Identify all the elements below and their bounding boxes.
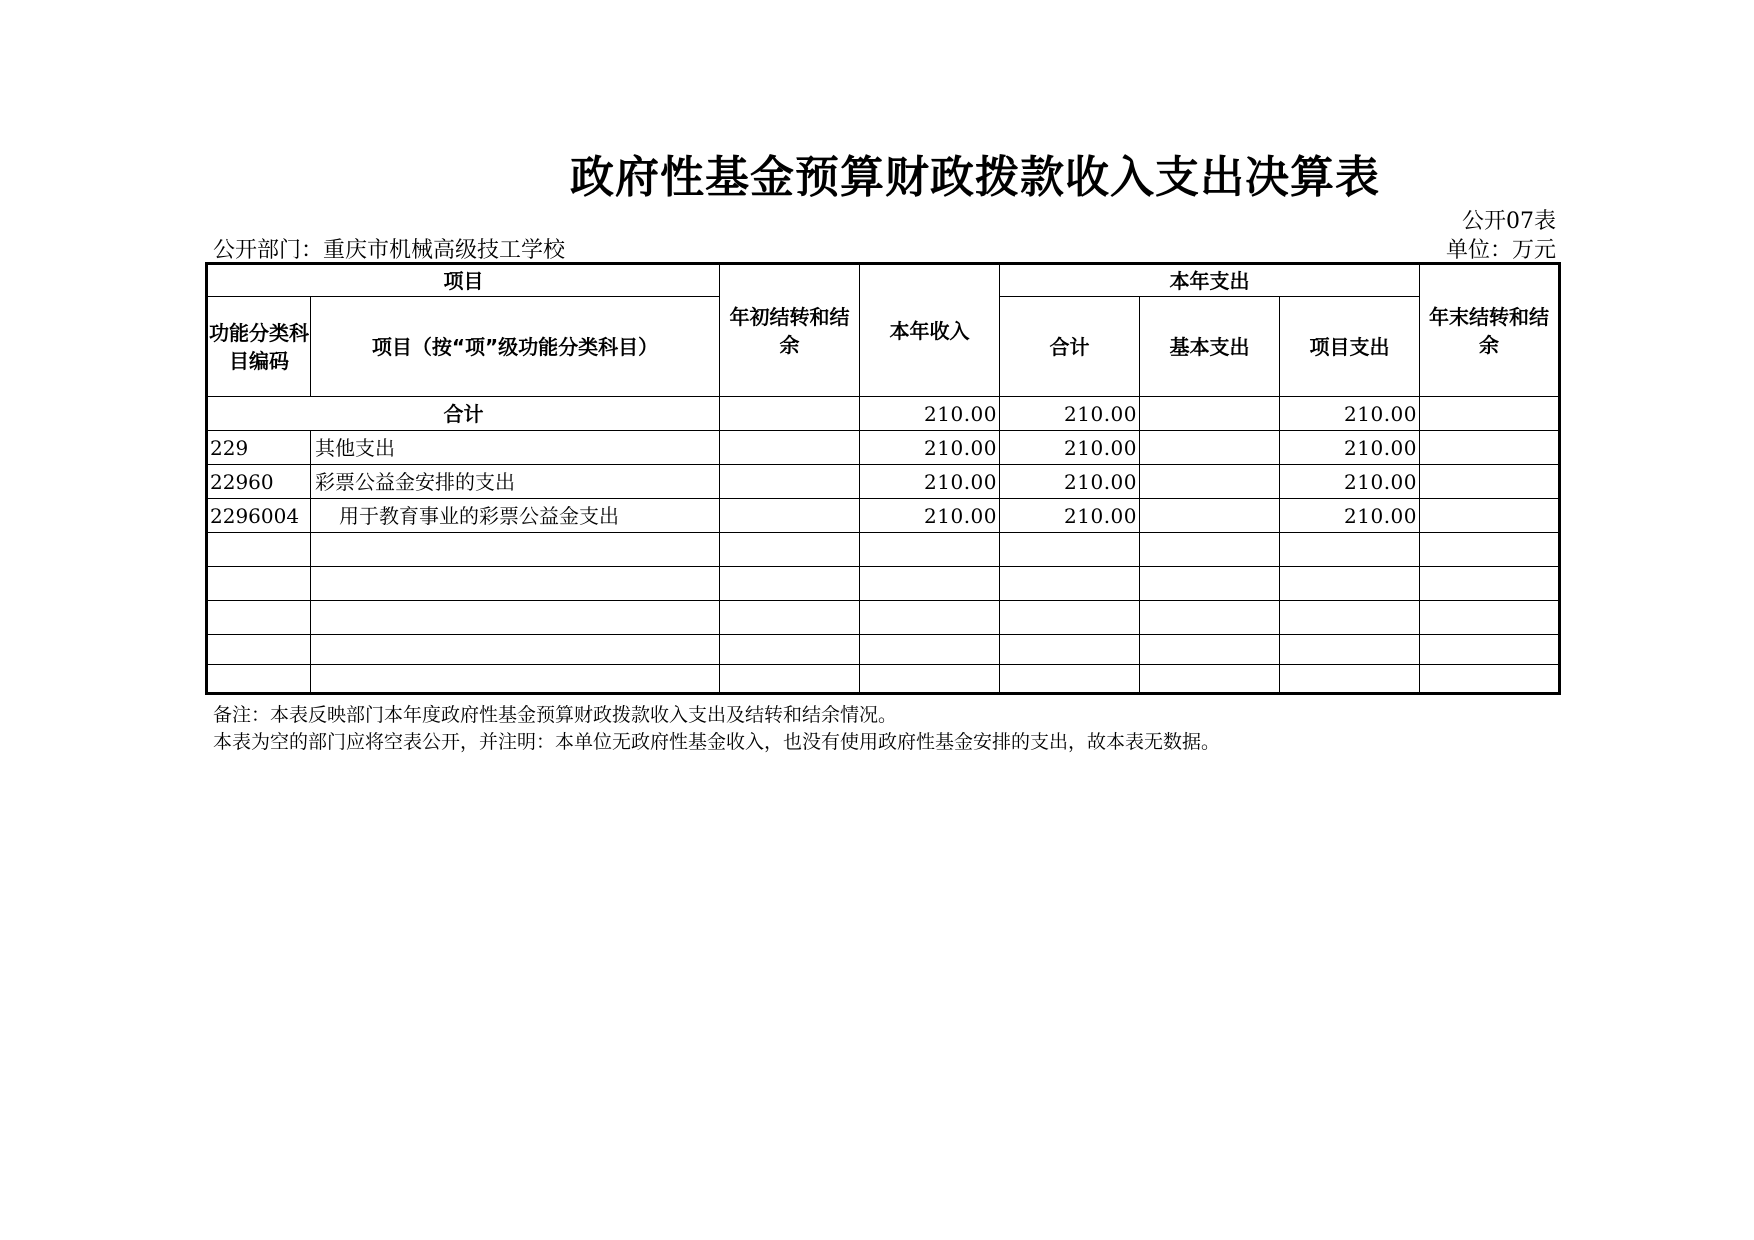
total-exp-basic: [1140, 397, 1280, 431]
row-exp-project: 210.00: [1280, 465, 1420, 499]
row-end: [1420, 499, 1560, 533]
footnote-1: 备注：本表反映部门本年度政府性基金预算财政拨款收入支出及结转和结余情况。: [213, 704, 898, 726]
row-income: 210.00: [860, 431, 1000, 465]
row-begin: [720, 499, 860, 533]
row-name: 其他支出: [311, 431, 720, 465]
total-exp-total: 210.00: [1000, 397, 1140, 431]
header-begin-balance: 年初结转和结余: [720, 264, 860, 397]
row-exp-project: 210.00: [1280, 499, 1420, 533]
empty-row: [207, 601, 1560, 635]
header-item-name: 项目（按“项”级功能分类科目）: [311, 297, 720, 397]
header-func-code: 功能分类科目编码: [207, 297, 311, 397]
row-code: 2296004: [207, 499, 311, 533]
row-exp-basic: [1140, 465, 1280, 499]
form-number: 公开07表: [1462, 209, 1556, 234]
row-exp-total: 210.00: [1000, 499, 1140, 533]
header-end-balance: 年末结转和结余: [1420, 264, 1560, 397]
report-title: 政府性基金预算财政拨款收入支出决算表: [570, 152, 1380, 203]
row-income: 210.00: [860, 499, 1000, 533]
header-expense-basic: 基本支出: [1140, 297, 1280, 397]
row-begin: [720, 431, 860, 465]
empty-row: [207, 567, 1560, 601]
header-expense-total: 合计: [1000, 297, 1140, 397]
row-exp-project: 210.00: [1280, 431, 1420, 465]
row-exp-basic: [1140, 431, 1280, 465]
total-begin: [720, 397, 860, 431]
total-row: [207, 397, 1560, 431]
row-exp-total: 210.00: [1000, 465, 1140, 499]
row-code: 229: [207, 431, 311, 465]
total-end: [1420, 397, 1560, 431]
row-income: 210.00: [860, 465, 1000, 499]
total-exp-project: 210.00: [1280, 397, 1420, 431]
department-label: 公开部门：重庆市机械高级技工学校: [213, 238, 566, 263]
header-expense-group: 本年支出: [1000, 264, 1420, 297]
row-name: 用于教育事业的彩票公益金支出: [311, 499, 720, 533]
row-name: 彩票公益金安排的支出: [311, 465, 720, 499]
unit-label: 单位：万元: [1445, 238, 1556, 263]
header-item-group: 项目: [207, 264, 720, 297]
empty-row: [207, 635, 1560, 665]
row-end: [1420, 431, 1560, 465]
table-row: [207, 465, 1560, 499]
row-end: [1420, 465, 1560, 499]
total-label: 合计: [207, 397, 720, 431]
table-row: [207, 431, 1560, 465]
row-exp-basic: [1140, 499, 1280, 533]
row-code: 22960: [207, 465, 311, 499]
empty-row: [207, 533, 1560, 567]
header-income: 本年收入: [860, 264, 1000, 397]
total-income: 210.00: [860, 397, 1000, 431]
footnote-2: 本表为空的部门应将空表公开，并注明：本单位无政府性基金收入，也没有使用政府性基金安排的支出，故本表无数据。: [213, 731, 1221, 753]
report-table: [205, 262, 1561, 695]
row-exp-total: 210.00: [1000, 431, 1140, 465]
row-begin: [720, 465, 860, 499]
header-expense-project: 项目支出: [1280, 297, 1420, 397]
table-row: [207, 499, 1560, 533]
empty-row: [207, 665, 1560, 694]
